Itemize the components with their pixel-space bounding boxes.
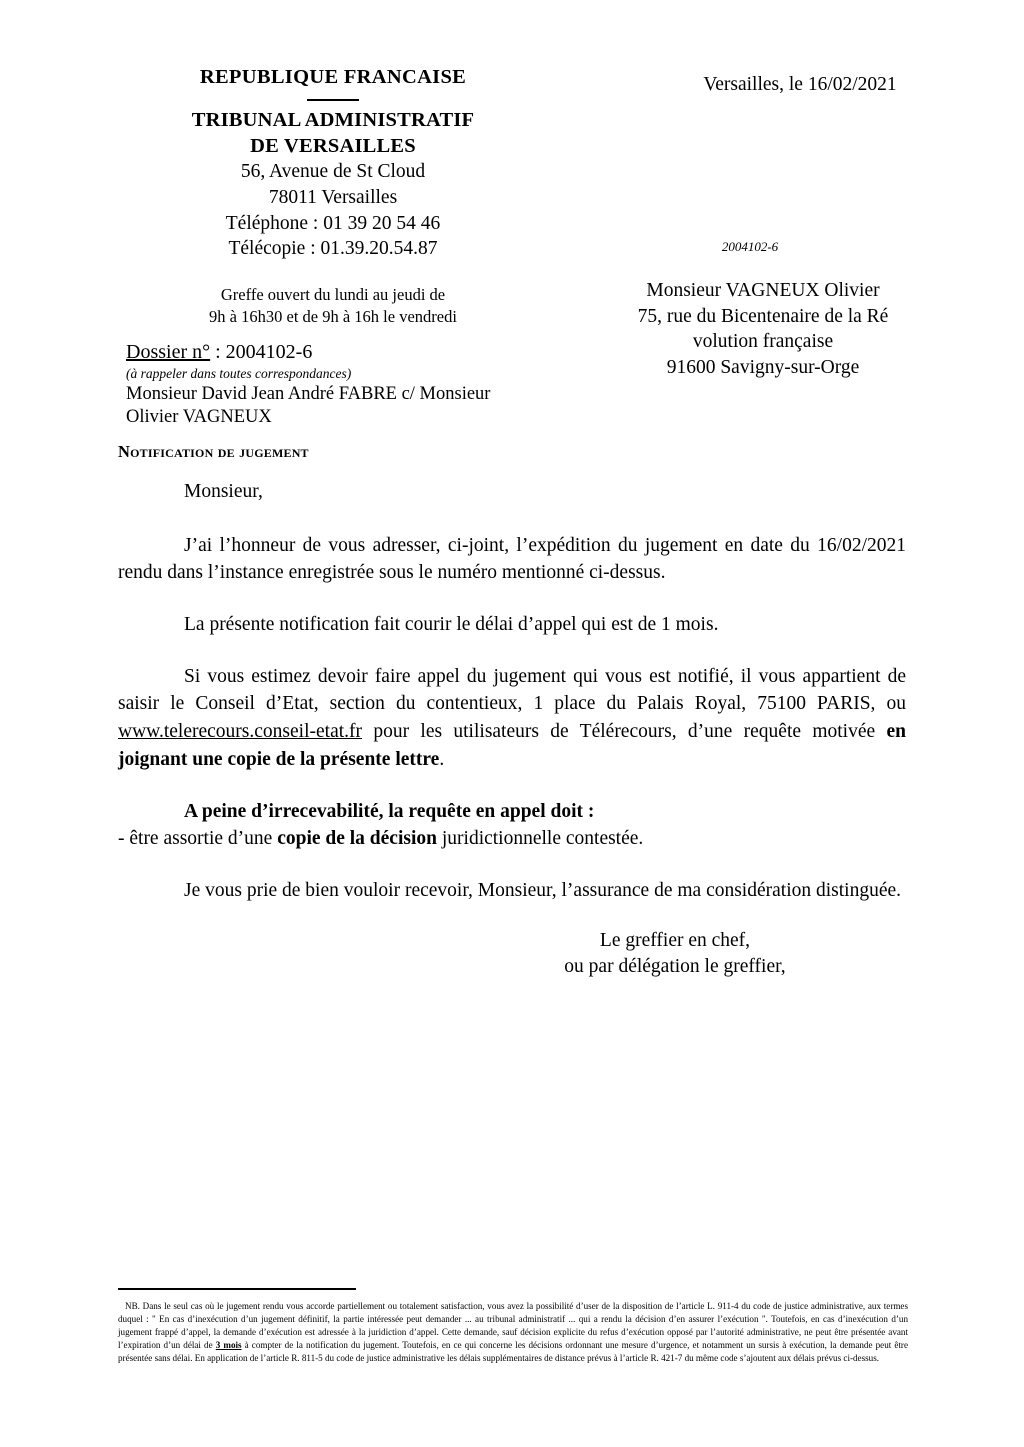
irrecevabilite-item-bold: copie de la décision [277, 828, 437, 850]
footnote-text-part2: à compter de la notification du jugement. Toutefois, en ce qui concerne les décisions ordonnant une mesure d’urgence, et notamment un sursis à exécution, la demande peut être présentée sans délai. En application de l’article R. 811-5 du code de justice administrative les délais supplémentaires de distance prévus à l’article R. 421-7 du même code s’ajoutent aux délais prévus ci-dessus. [118, 1339, 908, 1363]
irrecevabilite-title: A peine d’irrecevabilité, la requête en appel doit : [184, 800, 595, 822]
footnote-nb [118, 1300, 908, 1365]
letterhead-divider [307, 99, 359, 101]
recipient-name: Monsieur VAGNEUX Olivier [646, 280, 880, 301]
irrecevabilite-item-text1: - être assortie d’une [118, 828, 278, 850]
paragraph-delai-appel: La présente notification fait courir le délai d’appel qui est de 1 mois. [184, 614, 719, 636]
registry-hours-line1: Greffe ouvert du lundi au jeudi de [220, 285, 446, 304]
footnote-text-part1: NB. Dans le seul cas où le jugement rendu vous accorde partiellement ou totalement satisfaction, vous avez la possibilité d’user de la disposition de l’article L. 911-4 du code de justice administrative, aux termes duquel : " En cas d’inexécution d’un jugement définitif, la partie intéressée peut demander ... au tribunal administratif ... qui a rendu la décision d’en assurer l’exécution ". Toutefois, en cas d’inexécution d’un jugement frappé d’appel, la demande d’exécution est adressée à la juridiction d’appel. Cette demande, sauf décision explicite du refus d’exécution opposé par l’autorité administrative, ne peut être présentée avant l’expiration d’un délai de [118, 1301, 908, 1350]
date-line: Versailles, le 16/02/2021 [703, 74, 897, 95]
paragraph-closing: Je vous prie de bien vouloir recevoir, Monsieur, l’assurance de ma considération distinguée. [184, 879, 902, 901]
footnote-delai-bold: 3 mois [215, 1339, 242, 1350]
recipient-address [588, 278, 938, 381]
case-reference-small: 2004102-6 [721, 239, 779, 254]
dossier-note: (à rappeler dans toutes correspondances) [126, 366, 352, 381]
signature-line2: ou par délégation le greffier, [564, 956, 786, 978]
letter-body [118, 478, 906, 905]
letterhead [118, 64, 548, 262]
dossier-parties-line1: Monsieur David Jean André FABRE c/ Monsieur [126, 383, 491, 404]
telerecours-url[interactable]: www.telerecours.conseil-etat.fr [118, 721, 362, 743]
irrecevabilite-block [118, 798, 906, 853]
dossier-block [126, 340, 596, 429]
paragraph-expedition-text2: rendu dans l’instance enregistrée sous le numéro mentionné ci-dessus. [118, 562, 666, 584]
appel-text-after-url: pour les utilisateurs de Télérecours, d’une requête motivée [362, 721, 887, 743]
recipient-address-line2: volution française [692, 331, 834, 353]
court-phone: Téléphone : 01 39 20 54 46 [225, 212, 441, 234]
dossier-label: Dossier n° [126, 341, 211, 363]
court-street: 56, Avenue de St Cloud [240, 161, 426, 183]
irrecevabilite-item [118, 825, 906, 853]
paragraph-expedition-date: 16/02/2021 [817, 534, 906, 556]
court-name-line1: TRIBUNAL ADMINISTRATIF [191, 109, 475, 132]
notification-title: Notification de jugement [118, 442, 309, 461]
appel-text-end: . [439, 748, 445, 770]
salutation: Monsieur, [184, 481, 263, 502]
signature-line1: Le greffier en chef, [599, 930, 751, 951]
signature-block [450, 928, 900, 981]
dossier-parties-line2: Olivier VAGNEUX [126, 406, 272, 427]
recipient-city: 91600 Savigny-sur-Orge [666, 357, 860, 379]
footnote-divider [118, 1288, 356, 1290]
recipient-address-line1: 75, rue du Bicentenaire de la Ré [637, 305, 889, 327]
irrecevabilite-item-text2: juridictionnelle contestée. [436, 828, 644, 850]
paragraph-expedition [118, 532, 906, 587]
dossier-number: 2004102-6 [225, 341, 313, 363]
registry-hours-line2: 9h à 16h30 et de 9h à 16h le vendredi [209, 306, 457, 326]
court-name-line2: DE VERSAILLES [250, 135, 416, 158]
republic-heading: REPUBLIQUE FRANCAISE [199, 66, 467, 88]
registry-hours [118, 284, 548, 328]
appel-text-before-url: Si vous estimez devoir faire appel du jugement qui vous est notifié, il vous appartient de saisir le Conseil d’Etat, section du contentieux, 1 place du Palais Royal, 75100 PARIS, ou [118, 665, 906, 715]
dossier-number-line [126, 340, 596, 365]
paragraph-appel-procedure [118, 663, 906, 774]
paragraph-expedition-text1: J’ai l’honneur de vous adresser, ci-joint, l’expédition du jugement en date du [184, 534, 818, 556]
court-fax: Télécopie : 01.39.20.54.87 [228, 238, 438, 260]
court-postal-city: 78011 Versailles [268, 186, 398, 208]
dossier-separator: : [210, 341, 226, 363]
appel-text-bold: en joignant une copie de la présente lettre [118, 721, 906, 770]
